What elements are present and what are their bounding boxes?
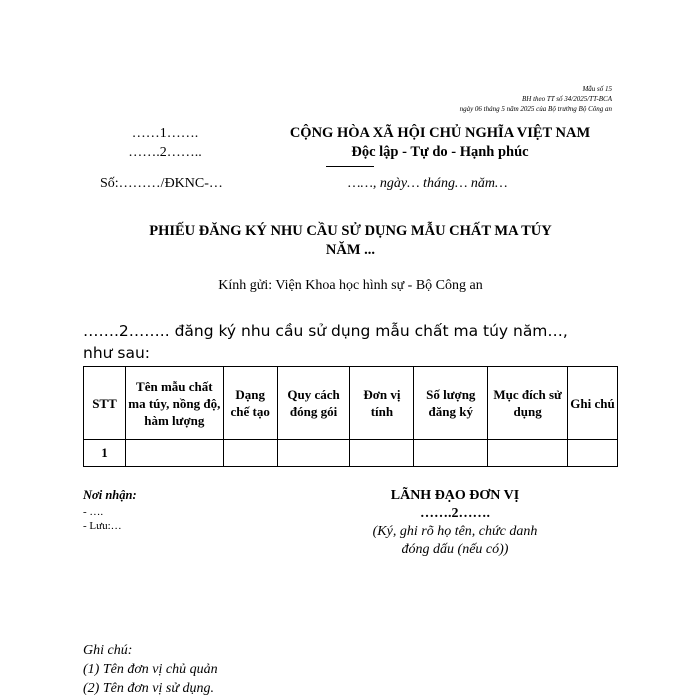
motto: Độc lập - Tự do - Hạnh phúc xyxy=(351,144,529,160)
cell-packaging[interactable] xyxy=(277,440,350,467)
recipient-item-1: - …. xyxy=(83,506,104,518)
note-item-2: (2) Tên đơn vị sử dụng. xyxy=(83,681,214,696)
cell-form-type[interactable] xyxy=(223,440,277,467)
signature-note-2: đóng dấu (nếu có)) xyxy=(401,542,509,557)
notes-label: Ghi chú: xyxy=(83,643,133,658)
header-form-type: Dạng chế tạo xyxy=(223,367,277,440)
body-text xyxy=(83,320,623,364)
signature-title: LÃNH ĐẠO ĐƠN VỊ xyxy=(390,488,520,503)
signature-unit: …….2……. xyxy=(420,506,490,521)
header-quantity: Số lượng đăng ký xyxy=(414,367,488,440)
form-reference xyxy=(400,84,612,114)
cell-substance-name[interactable] xyxy=(125,440,223,467)
header-unit: Đơn vị tính xyxy=(350,367,414,440)
body-line-2: như sau: xyxy=(83,344,151,362)
cell-quantity[interactable] xyxy=(414,440,488,467)
recipients-block xyxy=(83,488,137,533)
document-title xyxy=(83,222,618,260)
motto-underline xyxy=(326,166,374,167)
nation-block xyxy=(262,124,618,162)
recipient-item-2: - Lưu:… xyxy=(83,520,122,532)
table-header-row xyxy=(84,367,618,440)
form-circular: BH theo TT số 34/2025/TT-BCA xyxy=(522,95,612,103)
header-substance-name: Tên mẫu chất ma túy, nồng độ, hàm lượng xyxy=(125,367,223,440)
document-number: Số:………/ĐKNC-… xyxy=(100,176,223,191)
title-line-2: NĂM ... xyxy=(325,242,376,258)
form-number: Mẫu số 15 xyxy=(582,85,612,93)
agency-block xyxy=(110,124,220,162)
recipient-line: Kính gửi: Viện Khoa học hình sự - Bộ Công an xyxy=(218,278,483,293)
cell-stt[interactable]: 1 xyxy=(84,440,126,467)
body-line-1: …….2…….. đăng ký nhu cầu sử dụng mẫu chất ma túy năm…, xyxy=(83,322,568,340)
header-packaging: Quy cách đóng gói xyxy=(277,367,350,440)
signature-note-1: (Ký, ghi rõ họ tên, chức danh xyxy=(372,524,538,539)
header-purpose: Mục đích sử dụng xyxy=(488,367,568,440)
notes-block xyxy=(83,641,218,698)
cell-notes[interactable] xyxy=(568,440,618,467)
cell-purpose[interactable] xyxy=(488,440,568,467)
title-line-1: PHIẾU ĐĂNG KÝ NHU CẦU SỬ DỤNG MẪU CHẤT MA TÚY xyxy=(149,223,552,239)
table-row xyxy=(84,440,618,467)
form-issue-date: ngày 06 tháng 5 năm 2025 của Bộ trưởng Bộ Công an xyxy=(459,105,612,113)
note-item-1: (1) Tên đơn vị chủ quản xyxy=(83,662,218,677)
signature-block xyxy=(340,487,570,559)
recipients-label: Nơi nhận: xyxy=(83,488,137,502)
using-agency: …….2…….. xyxy=(128,145,202,160)
header-stt: STT xyxy=(84,367,126,440)
registration-table xyxy=(83,366,618,467)
parent-agency: ……1……. xyxy=(131,126,199,141)
header-notes: Ghi chú xyxy=(568,367,618,440)
cell-unit[interactable] xyxy=(350,440,414,467)
nation-name: CỘNG HÒA XÃ HỘI CHỦ NGHĨA VIỆT NAM xyxy=(289,125,591,141)
document-date: ……, ngày… tháng… năm… xyxy=(348,176,508,191)
